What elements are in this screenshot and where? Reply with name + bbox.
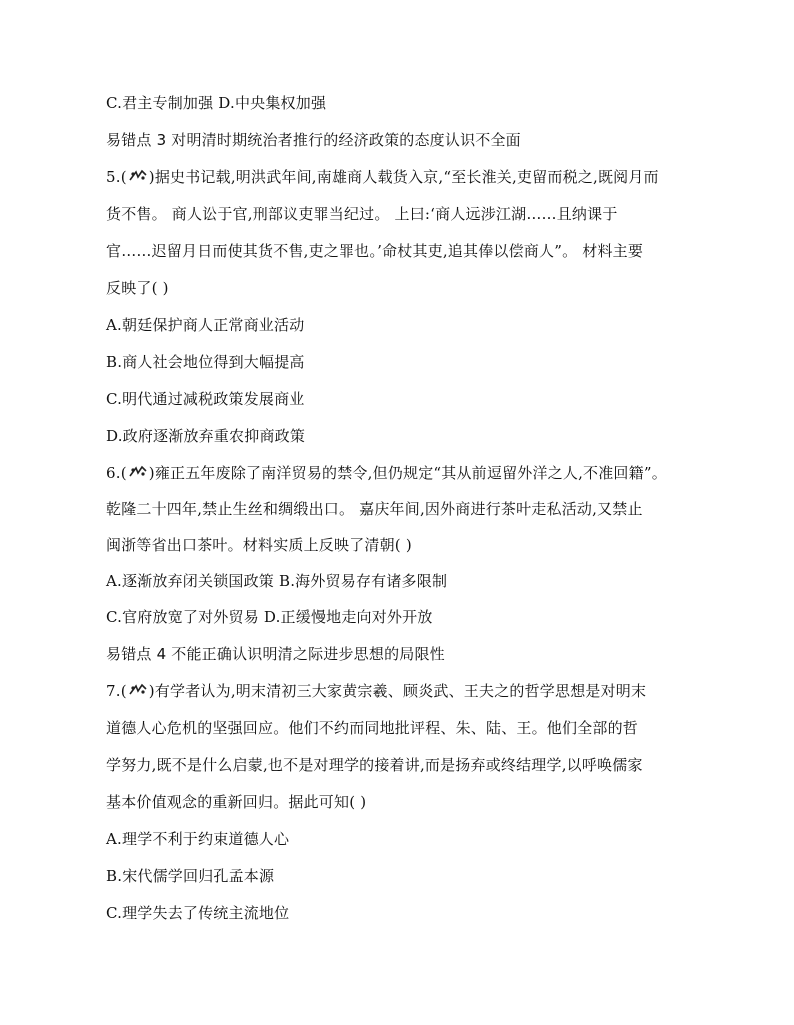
option-c: C.理学失去了传统主流地位 xyxy=(106,904,290,922)
close-paren: ) xyxy=(148,464,155,482)
options-cd: C.官府放宽了对外贸易 D.正缓慢地走向对外开放 xyxy=(106,608,433,626)
option-b: B.商人社会地位得到大幅提高 xyxy=(106,353,305,371)
question-5-first-line xyxy=(106,167,659,187)
option-a: A.理学不利于约束道德人心 xyxy=(106,830,290,848)
option-line: C.君主专制加强 D.中央集权加强 xyxy=(106,94,327,112)
options-ab: A.逐渐放弃闭关锁国政策 B.海外贸易存有诸多限制 xyxy=(106,572,448,590)
close-paren: ) xyxy=(148,682,155,700)
question-text-line: 学努力,既不是什么启蒙,也不是对理学的接着讲,而是扬弃或终结理学,以呼唤儒家 xyxy=(106,756,643,774)
option-d: D.政府逐渐放弃重农抑商政策 xyxy=(106,427,306,445)
question-text-line: 乾隆二十四年,禁止生丝和绸缎出口。 嘉庆年间,因外商进行茶叶走私活动,又禁止 xyxy=(106,500,643,518)
difficulty-star-icon xyxy=(127,683,149,697)
question-text-line: 闽浙等省出口茶叶。材料实质上反映了清朝( ) xyxy=(106,536,412,554)
question-text: 有学者认为,明末清初三大家黄宗羲、顾炎武、王夫之的哲学思想是对明末 xyxy=(154,682,647,700)
question-6-first-line xyxy=(106,463,667,483)
question-text-line: 基本价值观念的重新回归。据此可知( ) xyxy=(106,793,367,811)
question-number: 5.( xyxy=(106,168,127,186)
error-point-heading: 易错点 3 对明清时期统治者推行的经济政策的态度认识不全面 xyxy=(106,131,521,149)
question-text-line: 官……迟留月日而使其货不售,吏之罪也。’命杖其吏,追其俸以偿商人”。 材料主要 xyxy=(106,242,644,260)
difficulty-star-icon xyxy=(127,169,149,183)
error-point-heading: 易错点 4 不能正确认识明清之际进步思想的局限性 xyxy=(106,645,445,663)
question-text-line: 货不售。 商人讼于官,刑部议吏罪当纪过。 上曰:‘商人远涉江湖……且纳课于 xyxy=(106,205,618,223)
option-a: A.朝廷保护商人正常商业活动 xyxy=(106,316,305,334)
question-text: 雍正五年废除了南洋贸易的禁令,但仍规定“其从前逗留外洋之人,不准回籍”。 xyxy=(154,464,667,482)
close-paren: ) xyxy=(148,168,155,186)
difficulty-star-icon xyxy=(127,465,149,479)
option-c: C.明代通过减税政策发展商业 xyxy=(106,390,305,408)
question-number: 6.( xyxy=(106,464,127,482)
question-7-first-line xyxy=(106,681,646,701)
question-number: 7.( xyxy=(106,682,127,700)
question-text-line: 道德人心危机的坚强回应。他们不约而同地批评程、朱、陆、王。他们全部的哲 xyxy=(106,719,639,737)
question-text: 据史书记载,明洪武年间,南雄商人载货入京,“至长淮关,吏留而税之,既阅月而 xyxy=(154,168,659,186)
option-b: B.宋代儒学回归孔孟本源 xyxy=(106,867,275,885)
question-text-line: 反映了( ) xyxy=(106,279,169,297)
